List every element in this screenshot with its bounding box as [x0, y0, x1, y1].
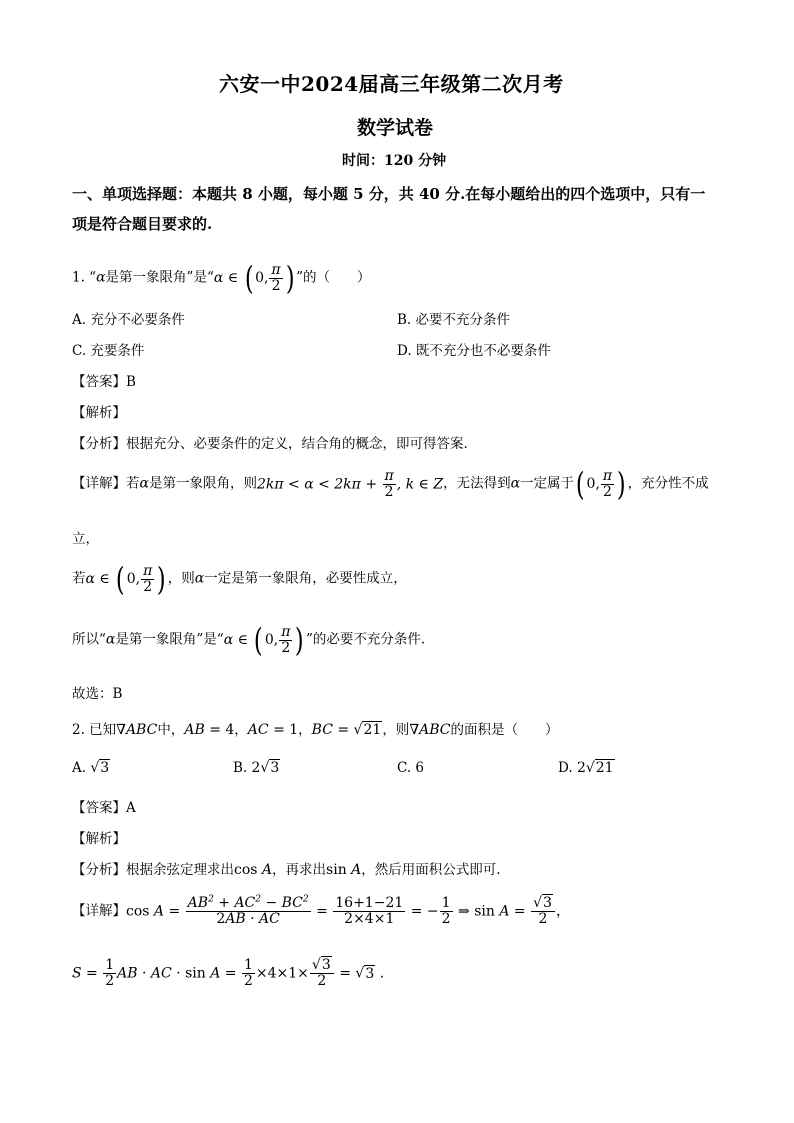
q2-option-a: A. √3 [72, 760, 110, 776]
q2-detail-line2: S = $\frac{1}{2}$ AB · AC · sin A = $\frac{1}{2}$ ×4×1× $\frac{√3}{2}$ = √3 . [72, 957, 385, 989]
q2-fenxi: 【分析】根据余弦定理求出cos A，再求出sin A，然后用面积公式即可. [72, 862, 501, 878]
q1-detail-line1: 【详解】若α是第一象限角，则2kπ < α < 2kπ + $\frac{\pi}{2}$ , k ∈ Z，无法得到α一定属于( 0, $\frac{\pi}{2}$ ) ，充分性不成 [72, 465, 709, 503]
q1-analysis-tag: 【解析】 [72, 405, 126, 421]
q2-option-b: B. 2√3 [233, 760, 280, 776]
exam-time: 时间：120 分钟 [342, 153, 447, 169]
q1-answer: 【答案】B [72, 374, 136, 390]
q1-conclusion: 故选：B [72, 686, 123, 702]
q2-option-c: C. 6 [397, 760, 425, 776]
page-subtitle: 数学试卷 [357, 117, 434, 139]
q1-option-a: A. 充分不必要条件 [72, 312, 185, 328]
q2-detail-line1: 【详解】cos A = $\frac{AB^2 + AC^2 - BC^2}{2AB \cdot AC}$ = $\frac{16+1-21}{2\times 4\times 1}$ = − $\frac{1}{2}$ ⇒ sin A = $\frac{√3}{2}$ ， [72, 894, 570, 927]
q2-answer: 【答案】A [72, 800, 136, 816]
q1-detail-line1-cont: 立， [72, 531, 99, 547]
q1-fenxi: 【分析】根据充分、必要条件的定义，结合角的概念，即可得答案. [72, 436, 468, 452]
page-title: 六安一中2024届高三年级第二次月考 [219, 72, 564, 96]
q2-option-d: D. 2√21 [558, 760, 614, 776]
section-heading-line1: 一、单项选择题：本题共 8 小题，每小题 5 分，共 40 分.在每小题给出的四个选项中，只有一 [72, 185, 706, 203]
q1-option-c: C. 充要条件 [72, 343, 145, 359]
section-heading-line2: 项是符合题目要求的. [72, 215, 213, 233]
q1-stem: 1. “α是第一象限角”是“α ∈ ( 0, $\frac{\pi}{2}$ ) ”的（ ） [72, 259, 371, 297]
q2-analysis-tag: 【解析】 [72, 831, 126, 847]
q1-option-d: D. 既不充分也不必要条件 [397, 343, 551, 359]
q1-detail-line3: 所以“α是第一象限角”是“α ∈ ( 0, $\frac{\pi}{2}$ ) ”的必要不充分条件. [72, 621, 426, 659]
q2-stem: 2. 已知∇ABC中，AB = 4，AC = 1，BC = √21，则∇ABC的面积是（ ） [72, 722, 559, 738]
q1-detail-line2: 若α ∈ ( 0, $\frac{\pi}{2}$ ) ，则α一定是第一象限角，必要性成立， [72, 560, 407, 598]
q1-option-b: B. 必要不充分条件 [397, 312, 511, 328]
